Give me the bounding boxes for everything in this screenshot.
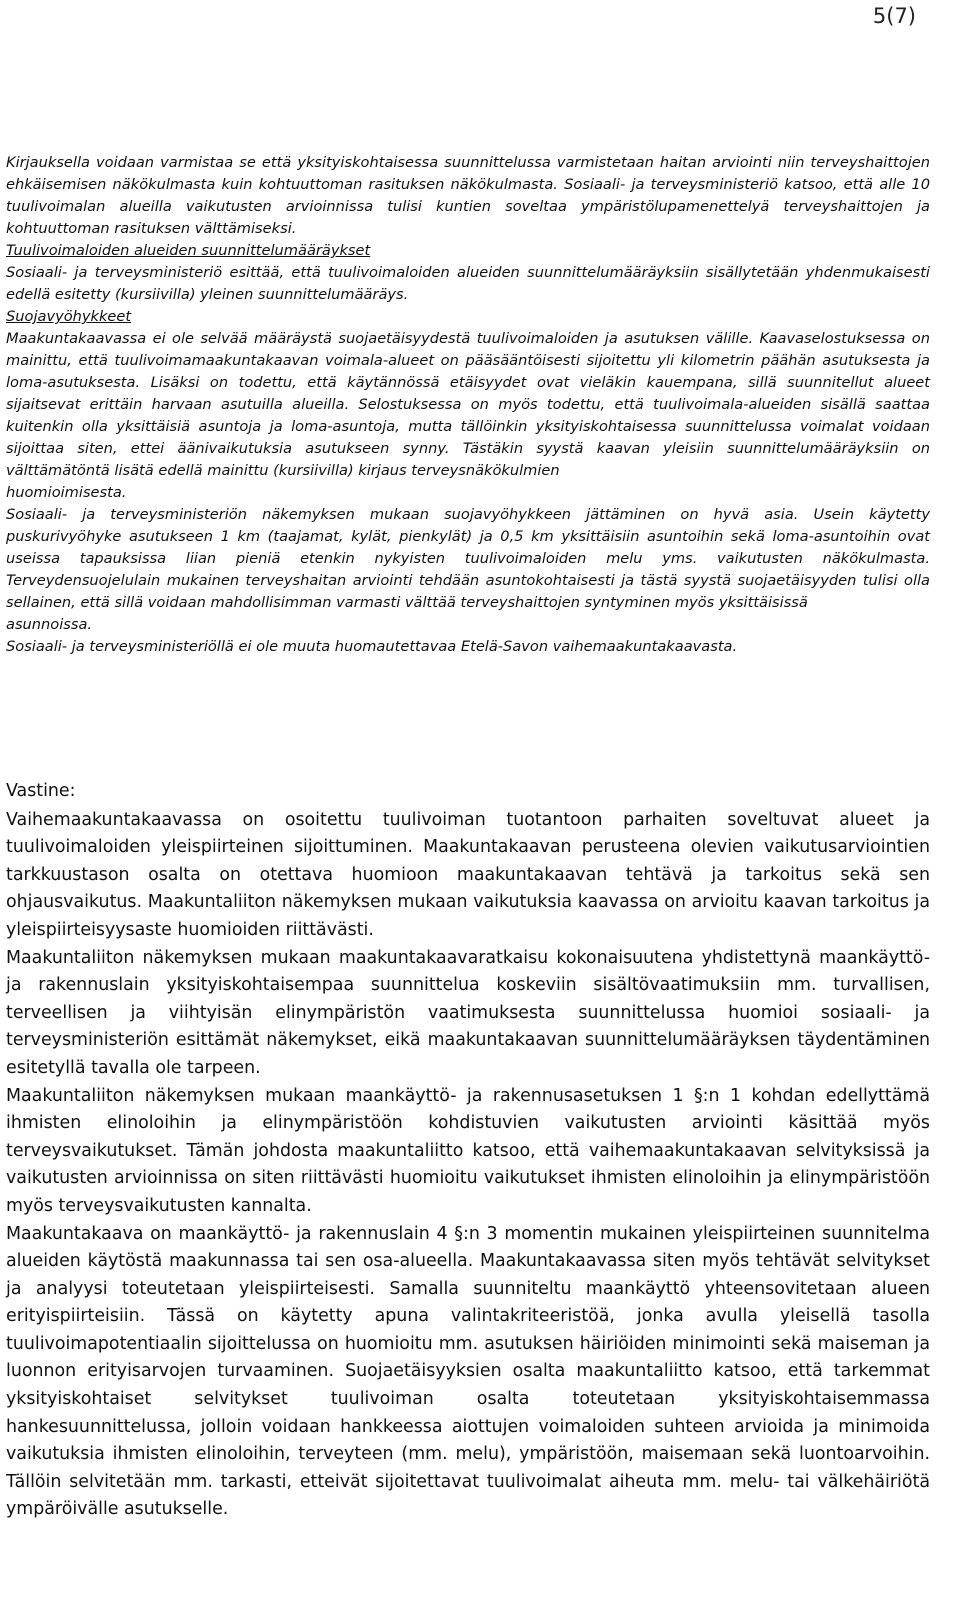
response-paragraph-3: Maakuntaliiton näkemyksen mukaan maankäyttö- ja rakennusasetuksen 1 §:n 1 kohdan edellyttämä ihmisten elinoloihin ja elinympäristöön kohdistuvien vaikutusten arviointi käsittää myös terveysvaikutukset. Tämän johdosta maakuntaliitto katsoo, että vaihemaakuntakaavan selvityksissä ja vaikutusten arvioinnissa on siten riittävästi huomioitu vaikutukset ihmisten elinoloihin ja elinympäristöön myös terveysvaikutusten kannalta. (6, 1085, 930, 1216)
comment-paragraph-5: Sosiaali- ja terveysministeriöllä ei ole muuta huomautettavaa Etelä-Savon vaihemaakuntakaavasta. (6, 638, 738, 655)
response-section (6, 778, 930, 1524)
response-paragraph-2: Maakuntaliiton näkemyksen mukaan maakuntakaavaratkaisu kokonaisuutena yhdistettynä maankäyttö- ja rakennuslain yksityiskohtaisempaa suunnittelua koskeviin sisältövaatimuksiin mm. turvallisen, terveellisen ja viihtyisän elinympäristön vaatimuksesta suunnittelussa huomioi sosiaali- ja terveysministeriön esittämät näkemykset, eikä maakuntakaavan suunnittelumääräyksen täydentäminen esitetyllä tavalla ole tarpeen. (6, 947, 930, 1078)
response-heading: Vastine: (6, 781, 76, 801)
comment-paragraph-4: Sosiaali- ja terveysministeriön näkemyksen mukaan suojavyöhykkeen jättäminen on hyvä asia. Usein käytetty puskurivyöhyke asutukseen 1 km (taajamat, kylät, pienkylät) ja 0,5 km yksittäisiin asuntoihin sekä loma-asuntoihin ovat useissa tapauksissa liian pieniä etenkin nykyisten tuulivoimaloiden melu yms. vaikutusten näkökulmasta. Terveydensuojelulain mukainen terveyshaitan arviointi tehdään asuntokohtaisesti ja tästä syystä suojaetäisyyden tulisi olla sellainen, että sillä voidaan mahdollisimman varmasti välttää terveyshaittojen syntyminen myös yksittäisissä (6, 506, 930, 611)
heading-buffer-zones: Suojavyöhykkeet (6, 308, 132, 325)
page-number: 5(7) (872, 4, 916, 28)
ministry-comment-section (6, 152, 930, 658)
comment-paragraph-1: Kirjauksella voidaan varmistaa se että yksityiskohtaisessa suunnittelussa varmistetaan haitan arviointi niin terveyshaittojen ehkäisemisen näkökulmasta kuin kohtuuttoman rasituksen näkökulmasta. Sosiaali- ja terveysministeriö katsoo, että alle 10 tuulivoimalan alueilla vaikutusten arvioinnissa tulisi kuntien soveltaa ympäristölupamenettelyä terveyshaittojen ja kohtuuttoman rasituksen välttämiseksi. (6, 154, 930, 237)
heading-planning-regulations: Tuulivoimaloiden alueiden suunnittelumääräykset (6, 242, 371, 259)
comment-paragraph-3: Maakuntakaavassa ei ole selvää määräystä suojaetäisyydestä tuulivoimaloiden ja asutuksen välille. Kaavaselostuksessa on mainittu, että tuulivoimamaakuntakaavan voimala-alueet on pääsääntöisesti sijoitettu yli kilometrin päähän asutuksesta ja loma-asutuksesta. Lisäksi on todettu, että käytännössä etäisyydet ovat vieläkin kauempana, sillä suunnitellut alueet sijaitsevat erittäin harvaan asutuilla alueilla. Selostuksessa on myös todettu, että tuulivoimala-alueiden sisällä saattaa kuitenkin olla yksittäisiä asuntoja ja loma-asuntoja, mutta tällöinkin yksityiskohtaisessa suunnittelussa voimalat voidaan sijoittaa siten, ettei äänivaikutuksia asutukseen synny. Tästäkin syystä kaavan yleisiin suunnittelumääräyksiin on välttämätöntä lisätä edellä mainittu (kursiivilla) kirjaus terveysnäkökulmien (6, 330, 930, 479)
comment-paragraph-3-end: huomioimisesta. (6, 484, 127, 501)
comment-paragraph-2: Sosiaali- ja terveysministeriö esittää, että tuulivoimaloiden alueiden suunnittelumääräyksiin sisällytetään yhdenmukaisesti edellä esitetty (kursiivilla) yleinen suunnittelumääräys. (6, 264, 930, 303)
response-paragraph-1: Vaihemaakuntakaavassa on osoitettu tuulivoiman tuotantoon parhaiten soveltuvat alueet ja tuulivoimaloiden yleispiirteinen sijoittuminen. Maakuntakaavan perusteena olevien vaikutusarviointien tarkkuustason osalta on otettava huomioon maakuntakaavan tehtävä ja tarkoitus sekä sen ohjausvaikutus. Maakuntaliiton näkemyksen mukaan vaikutuksia kaavassa on arvioitu kaavan tarkoitus ja yleispiirteisyysaste huomioiden riittävästi. (6, 809, 930, 940)
response-paragraph-4: Maakuntakaava on maankäyttö- ja rakennuslain 4 §:n 3 momentin mukainen yleispiirteinen suunnitelma alueiden käytöstä maakunnassa tai sen osa-alueella. Maakuntakaavassa siten myös tehtävät selvitykset ja analyysi toteutetaan yleispiirteisesti. Samalla suunniteltu maankäyttö yhteensovitetaan alueen erityispiirteisiin. Tässä on käytetty apuna valintakriteeristöä, jonka avulla yleisellä tasolla tuulivoimapotentiaalin sijoittelussa on huomioitu mm. asutuksen häiriöiden minimointi sekä maiseman ja luonnon erityisarvojen turvaaminen. Suojaetäisyyksien osalta maakuntaliitto katsoo, että tarkemmat yksityiskohtaiset selvitykset tuulivoiman osalta toteutetaan yksityiskohtaisemmassa hankesuunnittelussa, jolloin voidaan hankkeessa aiottujen voimaloiden suhteen arvioida ja minimoida vaikutuksia ihmisten elinoloihin, terveyteen (mm. melu), ympäristöön, maisemaan sekä luontoarvoihin. Tällöin selvitetään mm. tarkasti, etteivät sijoitettavat tuulivoimalat aiheuta mm. melu- tai välkehäiriötä ympäröivälle asutukselle. (6, 1223, 930, 1520)
comment-paragraph-4-end: asunnoissa. (6, 616, 93, 633)
